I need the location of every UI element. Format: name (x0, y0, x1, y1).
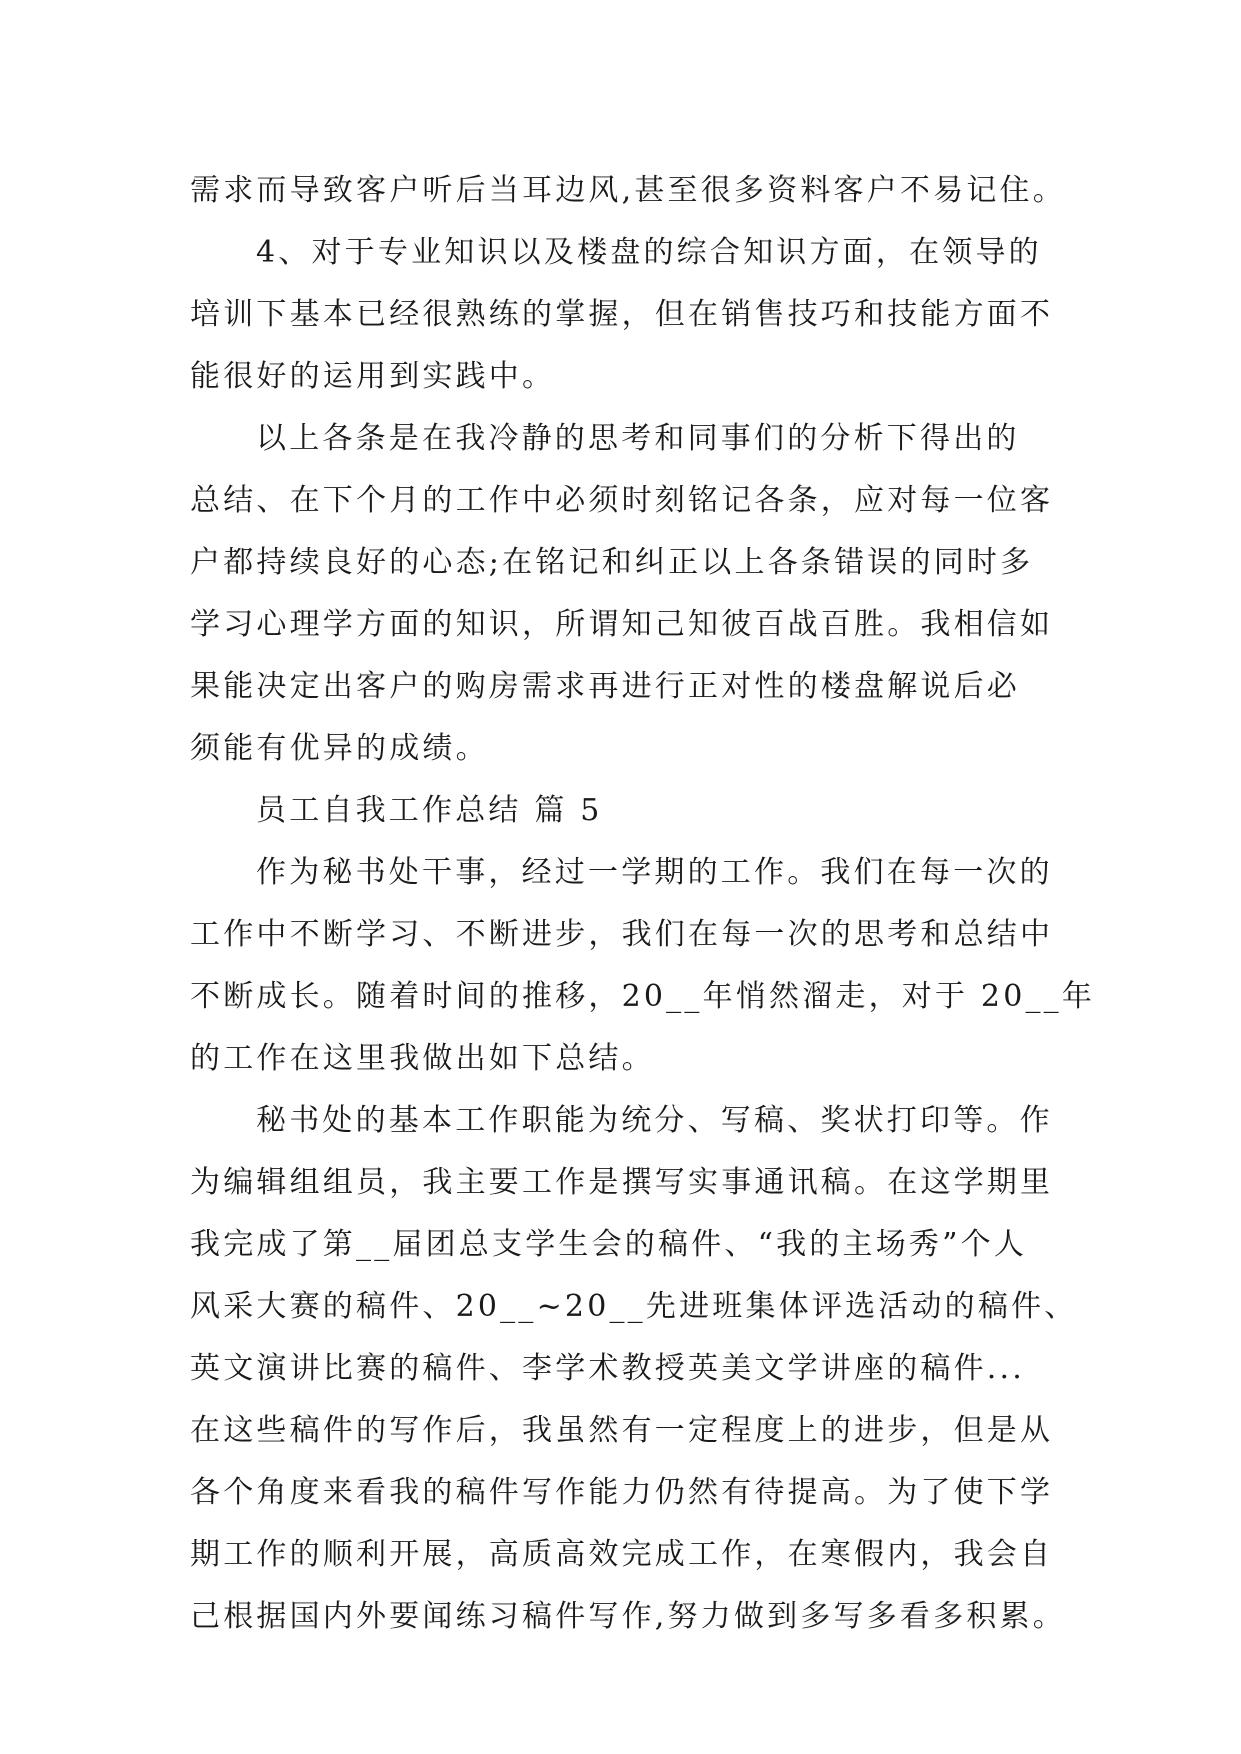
text-line: 作为秘书处干事，经过一学期的工作。我们在每一次的 (256, 855, 1053, 890)
text-line: 为编辑组组员，我主要工作是撰写实事通讯稿。在这学期里 (190, 1165, 1054, 1200)
text-line: 工作中不断学习、不断进步，我们在每一次的思考和总结中 (190, 917, 1054, 952)
text-line: 不断成长。随着时间的推移，20__年悄然溜走，对于 20__年 (190, 979, 1096, 1014)
text-line: 果能决定出客户的购房需求再进行正对性的楼盘解说后必 (190, 669, 1020, 704)
text-line: 须能有优异的成绩。 (190, 731, 489, 766)
text-line: 能很好的运用到实践中。 (190, 359, 556, 394)
document-body (190, 160, 1096, 1648)
text-line: 在这些稿件的写作后，我虽然有一定程度上的进步，但是从 (190, 1413, 1054, 1448)
text-line: 总结、在下个月的工作中必须时刻铭记各条，应对每一位客 (190, 483, 1054, 518)
text-line: 己根据国内外要闻练习稿件写作,努力做到多写多看多积累。 (190, 1599, 1066, 1634)
text-line: 我完成了第__届团总支学生会的稿件、“我的主场秀”个人 (190, 1227, 1028, 1262)
text-line: 培训下基本已经很熟练的掌握，但在销售技巧和技能方面不 (190, 297, 1054, 332)
text-line: 各个角度来看我的稿件写作能力仍然有待提高。为了使下学 (190, 1475, 1054, 1510)
text-line: 期工作的顺利开展，高质高效完成工作，在寒假内，我会自 (190, 1537, 1054, 1572)
text-line: 英文演讲比赛的稿件、李学术教授英美文学讲座的稿件... (190, 1351, 1026, 1386)
text-line: 需求而导致客户听后当耳边风,甚至很多资料客户不易记住。 (190, 173, 1066, 208)
text-line: 秘书处的基本工作职能为统分、写稿、奖状打印等。作 (256, 1103, 1053, 1138)
section-heading: 员工自我工作总结 篇 5 (256, 793, 603, 828)
text-line: 4、对于专业知识以及楼盘的综合知识方面，在领导的 (256, 235, 1042, 270)
text-line: 风采大赛的稿件、20__~20__先进班集体评选活动的稿件、 (190, 1289, 1078, 1324)
text-line: 以上各条是在我冷静的思考和同事们的分析下得出的 (256, 421, 1020, 456)
text-line: 的工作在这里我做出如下总结。 (190, 1041, 655, 1076)
text-line: 学习心理学方面的知识，所谓知己知彼百战百胜。我相信如 (190, 607, 1054, 642)
text-line: 户都持续良好的心态;在铭记和纠正以上各条错误的同时多 (190, 545, 1034, 580)
